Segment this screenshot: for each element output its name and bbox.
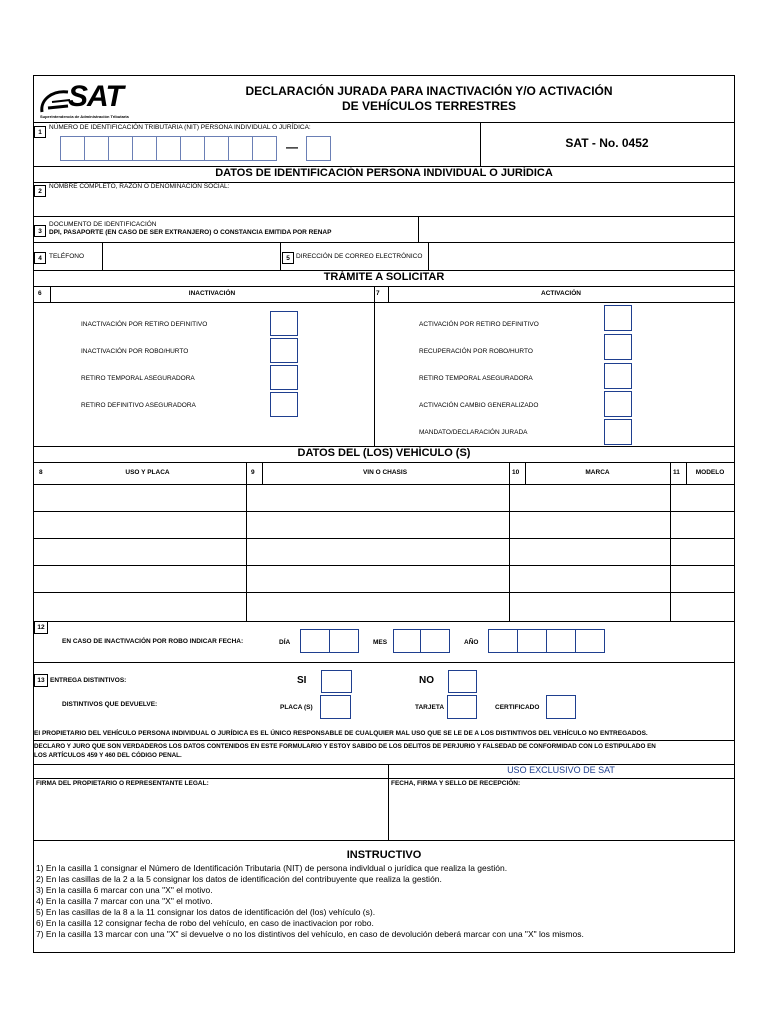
column-header-use-plate: USO Y PLACA — [125, 469, 170, 476]
owner-signature-label: FIRMA DEL PROPIETARIO O REPRESENTANTE LEGAL: — [36, 780, 209, 787]
activation-option-2-checkbox[interactable] — [604, 334, 632, 360]
column-header-model: MODELO — [695, 469, 725, 476]
declaration-form — [33, 75, 735, 953]
instruction-item: 5) En las casillas de la 8 a la 11 consignar los datos de identificación del (los) vehículo (s). — [36, 907, 376, 917]
activation-option-2: RECUPERACIÓN POR ROBO/HURTO — [419, 348, 533, 355]
document-sublabel: DPI, PASAPORTE (EN CASO DE SER EXTRANJERO) O CONSTANCIA EMITIDA POR RENAP — [49, 229, 332, 236]
year-digit-box[interactable] — [546, 629, 576, 653]
year-label: AÑO — [464, 639, 479, 646]
tramite-section-title: TRÁMITE A SOLICITAR — [323, 271, 445, 283]
activation-option-5: MANDATO/DECLARACIÓN JURADA — [419, 429, 528, 436]
owner-responsibility-note: El PROPIETARIO DEL VEHÍCULO PERSONA INDIVIDUAL O JURÍDICA ES EL ÚNICO RESPONSABLE DE CUALQUIER MAL USO QUE SE LE DE A LOS DISTINTIVOS DEL VEHÍCULO NO ENTREGADOS. — [34, 730, 648, 737]
field-number-7: 7 — [376, 290, 380, 297]
plate-label: PLACA (S) — [280, 704, 313, 711]
nit-digit-box[interactable] — [60, 136, 85, 161]
activation-option-4: ACTIVACIÓN CAMBIO GENERALIZADO — [419, 402, 539, 409]
sworn-declaration-line-1: DECLARO Y JURO QUE SON VERDADEROS LOS DATOS CONTENIDOS EN ESTE FORMULARIO Y ESTOY SABIDO DE LOS DELITOS DE PERJURIO Y FALSEDAD DE CONFORMIDAD CON LO ESTIPULADO EN — [34, 743, 656, 750]
vehicle-row[interactable] — [34, 566, 734, 592]
field-number-3: 3 — [34, 225, 46, 237]
card-label: TARJETA — [415, 704, 445, 711]
sat-logo-text: SAT — [68, 80, 123, 113]
document-input[interactable] — [420, 218, 730, 240]
certificate-label: CERTIFICADO — [495, 704, 540, 711]
name-label: NOMBRE COMPLETO, RAZÓN O DENOMINACIÓN SOCIAL: — [49, 183, 230, 190]
phone-label: TELÉFONO — [49, 253, 85, 260]
sat-logo — [38, 82, 156, 120]
no-label: NO — [419, 675, 434, 686]
inactivation-option-2-checkbox[interactable] — [270, 338, 298, 363]
robbery-date-label: EN CASO DE INACTIVACIÓN POR ROBO INDICAR FECHA: — [62, 638, 244, 645]
day-label: DÍA — [279, 639, 291, 646]
field-number-8: 8 — [39, 469, 43, 476]
form-number: SAT - No. 0452 — [565, 136, 649, 150]
instructions-title: INSTRUCTIVO — [346, 849, 422, 861]
plate-checkbox[interactable] — [320, 695, 351, 719]
nit-digit-box[interactable] — [156, 136, 181, 161]
field-number-12: 12 — [34, 621, 48, 634]
year-digit-box[interactable] — [488, 629, 518, 653]
vehicle-row[interactable] — [34, 485, 734, 511]
email-input[interactable] — [430, 244, 730, 268]
field-number-13: 13 — [34, 674, 48, 687]
phone-input[interactable] — [104, 244, 278, 268]
instruction-item: 6) En la casilla 12 consignar fecha de robo del vehículo, en caso de inactivacion por robo. — [36, 918, 374, 928]
field-number-4: 4 — [34, 252, 46, 264]
certificate-checkbox[interactable] — [546, 695, 576, 719]
instruction-item: 2) En las casillas de la 2 a la 5 consignar los datos de identificación del contribuyente que realiza la gestión. — [36, 874, 442, 884]
nit-check-digit-box[interactable] — [306, 136, 331, 161]
nit-digit-box[interactable] — [204, 136, 229, 161]
yes-checkbox[interactable] — [321, 670, 352, 693]
activation-header: ACTIVACIÓN — [541, 290, 581, 297]
instruction-item: 4) En la casilla 7 marcar con una "X" el motivo. — [36, 896, 213, 906]
inactivation-option-3: RETIRO TEMPORAL ASEGURADORA — [81, 375, 195, 382]
nit-label: NÚMERO DE IDENTIFICACIÓN TRIBUTARIA (NIT) PERSONA INDIVIDUAL O JURÍDICA: — [49, 124, 311, 131]
activation-option-4-checkbox[interactable] — [604, 391, 632, 417]
identification-section-title: DATOS DE IDENTIFICACIÓN PERSONA INDIVIDUAL O JURÍDICA — [215, 167, 553, 179]
reception-label: FECHA, FIRMA Y SELLO DE RECEPCIÓN: — [391, 780, 521, 787]
title-line-1: DECLARACIÓN JURADA PARA INACTIVACIÓN Y/O ACTIVACIÓN — [245, 84, 613, 98]
nit-digit-box[interactable] — [252, 136, 277, 161]
instruction-item: 3) En la casilla 6 marcar con una "X" el motivo. — [36, 885, 213, 895]
year-digit-box[interactable] — [517, 629, 547, 653]
nit-digit-box[interactable] — [180, 136, 205, 161]
distinctives-delivery-label: ENTREGA DISTINTIVOS: — [50, 677, 127, 684]
column-header-vin: VIN O CHASIS — [362, 469, 408, 476]
sat-logo-subtitle: Superintendencia de Administración Tributaria — [40, 114, 129, 119]
document-label: DOCUMENTO DE IDENTIFICACIÓN — [49, 221, 157, 228]
month-digit-box[interactable] — [393, 629, 421, 653]
field-number-1: 1 — [34, 126, 46, 138]
vehicle-row[interactable] — [34, 539, 734, 565]
day-digit-box[interactable] — [300, 629, 330, 653]
activation-option-1-checkbox[interactable] — [604, 305, 632, 331]
nit-digit-box[interactable] — [132, 136, 157, 161]
no-checkbox[interactable] — [448, 670, 477, 693]
card-checkbox[interactable] — [447, 695, 477, 719]
year-digit-box[interactable] — [575, 629, 605, 653]
vehicles-section-title: DATOS DEL (LOS) VEHÍCULO (S) — [297, 447, 471, 459]
activation-option-1: ACTIVACIÓN POR RETIRO DEFINITIVO — [419, 321, 539, 328]
day-digit-box[interactable] — [329, 629, 359, 653]
nit-dash: — — [286, 140, 298, 154]
email-label: DIRECCIÓN DE CORREO ELECTRÓNICO — [296, 253, 423, 260]
column-header-brand: MARCA — [585, 469, 610, 476]
inactivation-header: INACTIVACIÓN — [188, 290, 236, 297]
reception-area[interactable] — [391, 790, 731, 838]
returned-distinctives-label: DISTINTIVOS QUE DEVUELVE: — [62, 701, 158, 708]
field-number-10: 10 — [512, 469, 520, 476]
title-line-2: DE VEHÍCULOS TERRESTRES — [341, 99, 517, 113]
instruction-item: 1) En la casilla 1 consignar el Número de Identificación Tributaria (NIT) de persona indivldual o jurídica que realiza la gestión. — [36, 863, 508, 873]
activation-option-5-checkbox[interactable] — [604, 419, 632, 445]
nit-digit-box[interactable] — [84, 136, 109, 161]
yes-label: SI — [297, 675, 307, 686]
instruction-item: 7) En la casilla 13 marcar con una "X" si devuelve o no los distintivos del vehículo, en caso de devolución deberá marcar con una "X" los mismos. — [36, 929, 584, 939]
activation-option-3: RETIRO TEMPORAL ASEGURADORA — [419, 375, 533, 382]
sworn-declaration — [34, 742, 656, 760]
sat-exclusive-use-label: USO EXCLUSIVO DE SAT — [507, 765, 615, 775]
field-number-6: 6 — [38, 290, 42, 297]
inactivation-option-1: INACTIVACIÓN POR RETIRO DEFINITIVO — [81, 321, 208, 328]
inactivation-option-1-checkbox[interactable] — [270, 311, 298, 336]
page-title — [194, 84, 664, 114]
field-number-2: 2 — [34, 185, 46, 197]
sworn-declaration-line-2: LOS ARTÍCULOS 459 Y 460 DEL CÓDIGO PENAL. — [34, 752, 182, 759]
vehicle-row[interactable] — [34, 593, 734, 621]
nit-digit-box[interactable] — [228, 136, 253, 161]
vehicle-row[interactable] — [34, 512, 734, 538]
field-number-11: 11 — [673, 469, 680, 476]
field-number-9: 9 — [251, 469, 255, 476]
owner-signature-area[interactable] — [36, 790, 386, 838]
inactivation-option-3-checkbox[interactable] — [270, 365, 298, 390]
month-digit-box[interactable] — [420, 629, 450, 653]
nit-digit-box[interactable] — [108, 136, 133, 161]
month-label: MES — [373, 639, 388, 646]
inactivation-option-2: INACTIVACIÓN POR ROBO/HURTO — [81, 348, 189, 355]
field-number-5: 5 — [282, 252, 294, 264]
inactivation-option-4: RETIRO DEFINITIVO ASEGURADORA — [81, 402, 196, 409]
activation-option-3-checkbox[interactable] — [604, 363, 632, 389]
name-input[interactable] — [49, 192, 729, 214]
inactivation-option-4-checkbox[interactable] — [270, 392, 298, 417]
